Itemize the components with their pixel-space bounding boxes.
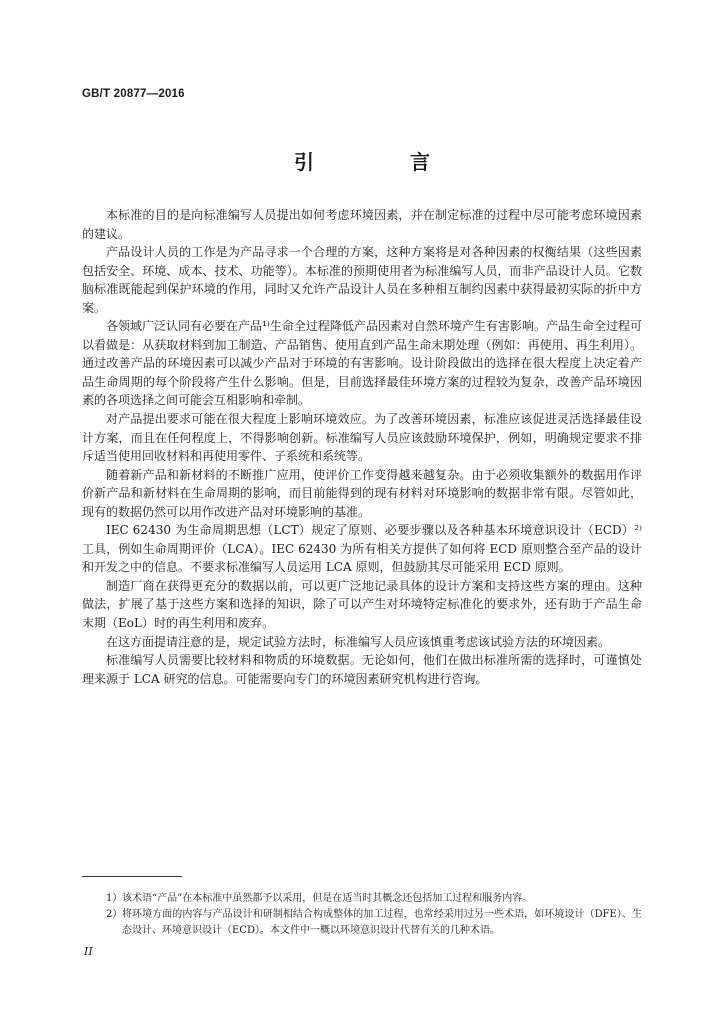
paragraph: IEC 62430 为生命周期思想（LCT）规定了原则、必要步骤以及各种基本环境意识设计（ECD）²⁾工具，例如生命周期评价（LCA）。IEC 62430 为所有相关方提供了如何将 ECD 原则整合至产品的设计和开发之中的信息。不要求标准编写人员运用 LCA 原则，但鼓励其尽可能采用 ECD 原则。	[82, 523, 642, 575]
footnote-item	[82, 907, 642, 939]
paragraph: 标准编写人员需要比较材料和物质的环境数据。无论如何，他们在做出标准所需的选择时，可谨慎处理来源于 LCA 研究的信息。可能需要向专门的环境因素研究机构进行咨询。	[82, 653, 642, 686]
paragraph: 本标准的目的是向标准编写人员提出如何考虑环境因素，并在制定标准的过程中尽可能考虑环境因素的建议。	[82, 208, 642, 241]
footnotes	[82, 891, 642, 939]
footnote-divider	[82, 876, 182, 877]
footnote-mark: 1）	[106, 893, 123, 904]
paragraph: 产品设计人员的工作是为产品寻求一个合理的方案，这种方案将是对各种因素的权衡结果（这些因素包括安全、环境、成本、技术、功能等）。本标准的预期使用者为标准编写人员，而非产品设计人员。它数脑标准既能起到保护环境的作用，同时又允许产品设计人员在多种相互制约因素中获得最初实际的折中方案。	[82, 245, 642, 315]
footnote-text: 将环境方面的内容与产品设计和研制相结合构成整体的加工过程，也常经采用过另一些术语，如环境设计（DFE）、生态设计、环境意识设计（ECD）。本文件中一概以环境意识设计代替有关的几种术语。	[122, 909, 642, 936]
footnote-text: 该术语“产品”在本标准中虽然都予以采用，但是在适当时其概念还包括加工过程和服务内容。	[122, 893, 533, 904]
paragraph: 各领域广泛认同有必要在产品¹⁾生命全过程降低产品因素对自然环境产生有害影响。产品生命全过程可以看做是：从获取材料到加工制造、产品销售、使用直到产品生命末期处理（例如：再使用、再生利用）。通过改善产品的环境因素可以减少产品对于环境的有害影响。设计阶段做出的选择在很大程度上决定着产品生命周期的每个阶段将产生什么影响。但是，目前选择最佳环境方案的过程较为复杂，改善产品环境因素的各项选择之间可能会互相影响和牵制。	[82, 319, 642, 408]
footnote-item	[82, 891, 642, 907]
page-number: II	[84, 945, 93, 958]
paragraph: 在这方面提请注意的是，规定试验方法时，标准编写人员应该慎重考虑该试验方法的环境因素。	[106, 634, 611, 649]
footnote-mark: 2）	[106, 909, 123, 920]
paragraph: 随着新产品和新材料的不断推广应用，使评价工作变得越来越复杂。由于必须收集额外的数据用作评价新产品和新材料在生命周期的影响，而目前能得到的现有材料对环境影响的数据非常有限。尽管如此，现有的数据仍然可以用作改进产品对环境影响的基准。	[82, 467, 642, 519]
introduction-body	[82, 206, 642, 688]
paragraph: 对产品提出要求可能在很大程度上影响环境效应。为了改善环境因素，标准应该促进灵活选择最佳设计方案，而且在任何程度上，不得影响创新。标准编写人员应该鼓励环境保护，例如，明确规定要求不排斥适当使用回收材料和再使用零件、子系统和系统等。	[82, 412, 642, 464]
paragraph: 制造厂商在获得更充分的数据以前，可以更广泛地记录具体的设计方案和支持这些方案的理由。这种做法，扩展了基于这些方案和选择的知识，除了可以产生对环境特定标准化的要求外，还有助于产品生命末期（EoL）时的再生利用和废弃。	[82, 578, 642, 631]
standard-code: GB/T 20877—2016	[82, 88, 185, 100]
section-title: 引 言	[294, 150, 468, 174]
